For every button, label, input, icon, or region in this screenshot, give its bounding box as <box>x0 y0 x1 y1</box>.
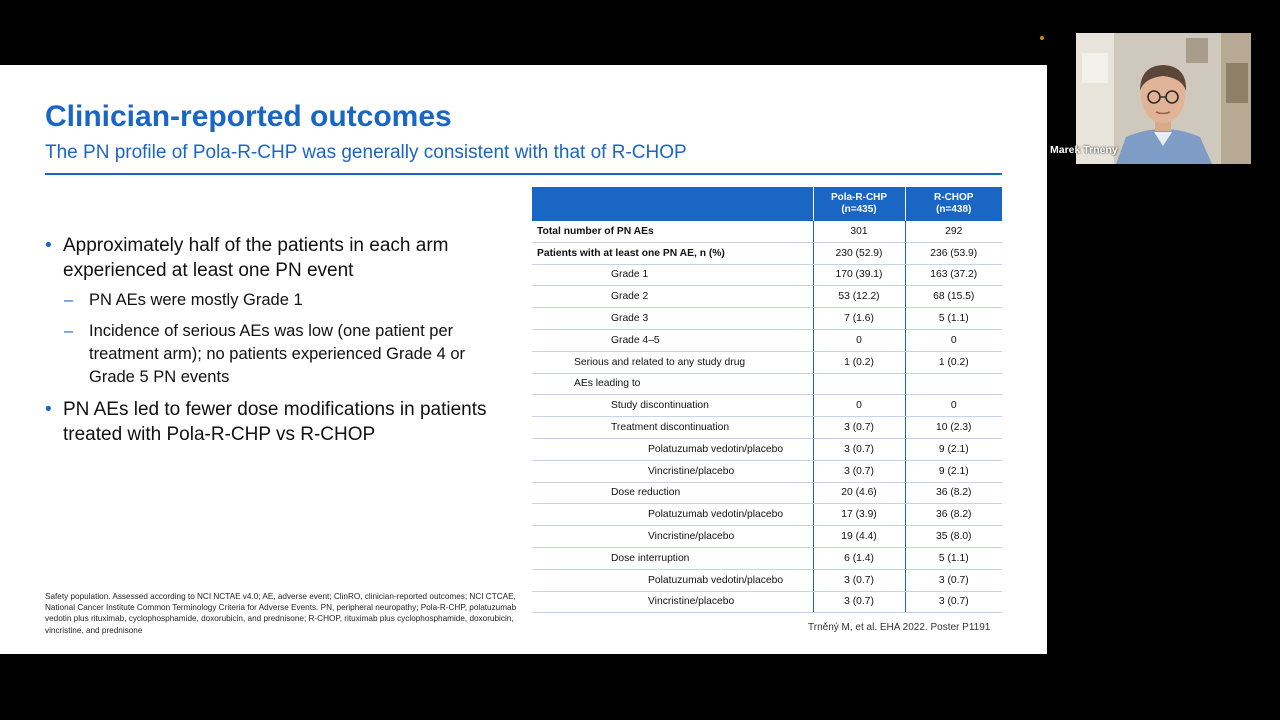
row-label-cell: Patients with at least one PN AE, n (%) <box>532 242 813 264</box>
row-label-cell: Dose interruption <box>532 547 813 569</box>
rchop-value-cell: 236 (53.9) <box>905 242 1002 264</box>
bullet-dot-icon: • <box>45 399 52 420</box>
table-row <box>532 460 1002 482</box>
footnote: Safety population. Assessed according to NCI NCTAE v4.0; AE, adverse event; ClinRO, clinician-reported outcomes; NCI CTCAE, National Cancer Institute Common Terminology Criteria for Adverse Events. PN, peripheral neuropathy; Pola-R-CHP, polatuzumab vedotin plus rituximab, cyclophosphamide, doxorubicin, and prednisone; R-CHOP, rituximab plus cyclophosphamide, doxorubicin, vincristine, and prednisone <box>45 592 517 635</box>
rchop-value-cell: 36 (8.2) <box>905 482 1002 504</box>
table-row <box>532 373 1002 395</box>
row-label-cell: Dose reduction <box>532 482 813 504</box>
table-header-row <box>532 187 1002 221</box>
pola-value-cell: 3 (0.7) <box>813 591 905 613</box>
row-label-cell: Grade 2 <box>532 286 813 308</box>
table-header-rchop <box>905 187 1002 221</box>
sub-bullet-text: Incidence of serious AEs was low (one patient per treatment arm); no patients experienced Grade 4 or Grade 5 PN events <box>89 322 466 386</box>
pola-value-cell: 230 (52.9) <box>813 242 905 264</box>
sub-bullet-item <box>45 289 515 312</box>
dash-icon: – <box>64 322 74 340</box>
table-row <box>532 438 1002 460</box>
rchop-value-cell: 68 (15.5) <box>905 286 1002 308</box>
title-divider <box>45 173 1002 175</box>
table-row <box>532 221 1002 242</box>
table-row <box>532 482 1002 504</box>
pola-value-cell: 7 (1.6) <box>813 308 905 330</box>
row-label-cell: Polatuzumab vedotin/placebo <box>532 438 813 460</box>
table-row <box>532 286 1002 308</box>
rchop-value-cell: 35 (8.0) <box>905 526 1002 548</box>
pola-value-cell: 301 <box>813 221 905 242</box>
slide-title: Clinician-reported outcomes <box>45 100 452 133</box>
table-body <box>532 221 1002 613</box>
row-label-cell: Polatuzumab vedotin/placebo <box>532 504 813 526</box>
table-row <box>532 308 1002 330</box>
pola-value-cell: 19 (4.4) <box>813 526 905 548</box>
table-row <box>532 526 1002 548</box>
table-row <box>532 417 1002 439</box>
rchop-value-cell: 163 (37.2) <box>905 264 1002 286</box>
table-row <box>532 547 1002 569</box>
sub-bullet-item <box>45 320 515 389</box>
pola-header-label: Pola-R-CHP (n=435) <box>830 192 888 215</box>
sub-bullet-text: PN AEs were mostly Grade 1 <box>89 291 303 309</box>
bullet-item <box>45 397 515 447</box>
pola-value-cell: 17 (3.9) <box>813 504 905 526</box>
pola-value-cell: 0 <box>813 395 905 417</box>
row-label-cell: Polatuzumab vedotin/placebo <box>532 569 813 591</box>
rchop-value-cell: 9 (2.1) <box>905 460 1002 482</box>
table-row <box>532 329 1002 351</box>
rchop-value-cell: 3 (0.7) <box>905 591 1002 613</box>
pn-ae-table <box>532 187 1002 613</box>
row-label-cell: Grade 1 <box>532 264 813 286</box>
bullet-list <box>45 233 515 453</box>
rchop-value-cell: 10 (2.3) <box>905 417 1002 439</box>
row-label-cell: Vincristine/placebo <box>532 526 813 548</box>
row-label-cell: Vincristine/placebo <box>532 591 813 613</box>
rchop-value-cell: 1 (0.2) <box>905 351 1002 373</box>
presentation-slide <box>0 65 1047 654</box>
pola-value-cell <box>813 373 905 395</box>
pola-value-cell: 3 (0.7) <box>813 460 905 482</box>
rchop-value-cell: 5 (1.1) <box>905 308 1002 330</box>
pola-value-cell: 6 (1.4) <box>813 547 905 569</box>
bullet-text: PN AEs led to fewer dose modifications in patients treated with Pola-R-CHP vs R-CHOP <box>63 399 487 445</box>
row-label-cell: AEs leading to <box>532 373 813 395</box>
pola-value-cell: 0 <box>813 329 905 351</box>
recording-indicator-icon <box>1040 36 1044 40</box>
table-row <box>532 569 1002 591</box>
pola-value-cell: 3 (0.7) <box>813 569 905 591</box>
row-label-cell: Vincristine/placebo <box>532 460 813 482</box>
row-label-cell: Total number of PN AEs <box>532 221 813 242</box>
bullet-item <box>45 233 515 283</box>
rchop-value-cell <box>905 373 1002 395</box>
pola-value-cell: 20 (4.6) <box>813 482 905 504</box>
row-label-cell: Grade 4–5 <box>532 329 813 351</box>
rchop-value-cell: 0 <box>905 395 1002 417</box>
rchop-value-cell: 5 (1.1) <box>905 547 1002 569</box>
pola-value-cell: 170 (39.1) <box>813 264 905 286</box>
table-row <box>532 242 1002 264</box>
pola-value-cell: 3 (0.7) <box>813 417 905 439</box>
rchop-header-label: R-CHOP (n=438) <box>934 192 974 215</box>
dash-icon: – <box>64 291 74 309</box>
table-header-pola <box>813 187 905 221</box>
citation: Trněný M, et al. EHA 2022. Poster P1191 <box>808 622 991 633</box>
rchop-value-cell: 292 <box>905 221 1002 242</box>
row-label-cell: Treatment discontinuation <box>532 417 813 439</box>
table-header-cell <box>532 187 813 221</box>
table-row <box>532 591 1002 613</box>
pola-value-cell: 53 (12.2) <box>813 286 905 308</box>
rchop-value-cell: 3 (0.7) <box>905 569 1002 591</box>
rchop-value-cell: 36 (8.2) <box>905 504 1002 526</box>
bullet-text: Approximately half of the patients in each arm experienced at least one PN event <box>63 235 449 281</box>
row-label-cell: Study discontinuation <box>532 395 813 417</box>
participant-name-label: Marek Trneny <box>1050 144 1118 156</box>
slide-subtitle: The PN profile of Pola-R-CHP was generally consistent with that of R-CHOP <box>45 142 687 163</box>
rchop-value-cell: 9 (2.1) <box>905 438 1002 460</box>
bullet-dot-icon: • <box>45 235 52 256</box>
row-label-cell: Serious and related to any study drug <box>532 351 813 373</box>
rchop-value-cell: 0 <box>905 329 1002 351</box>
table-row <box>532 264 1002 286</box>
pola-value-cell: 3 (0.7) <box>813 438 905 460</box>
pola-value-cell: 1 (0.2) <box>813 351 905 373</box>
table-row <box>532 395 1002 417</box>
row-label-cell: Grade 3 <box>532 308 813 330</box>
table-row <box>532 351 1002 373</box>
table-row <box>532 504 1002 526</box>
